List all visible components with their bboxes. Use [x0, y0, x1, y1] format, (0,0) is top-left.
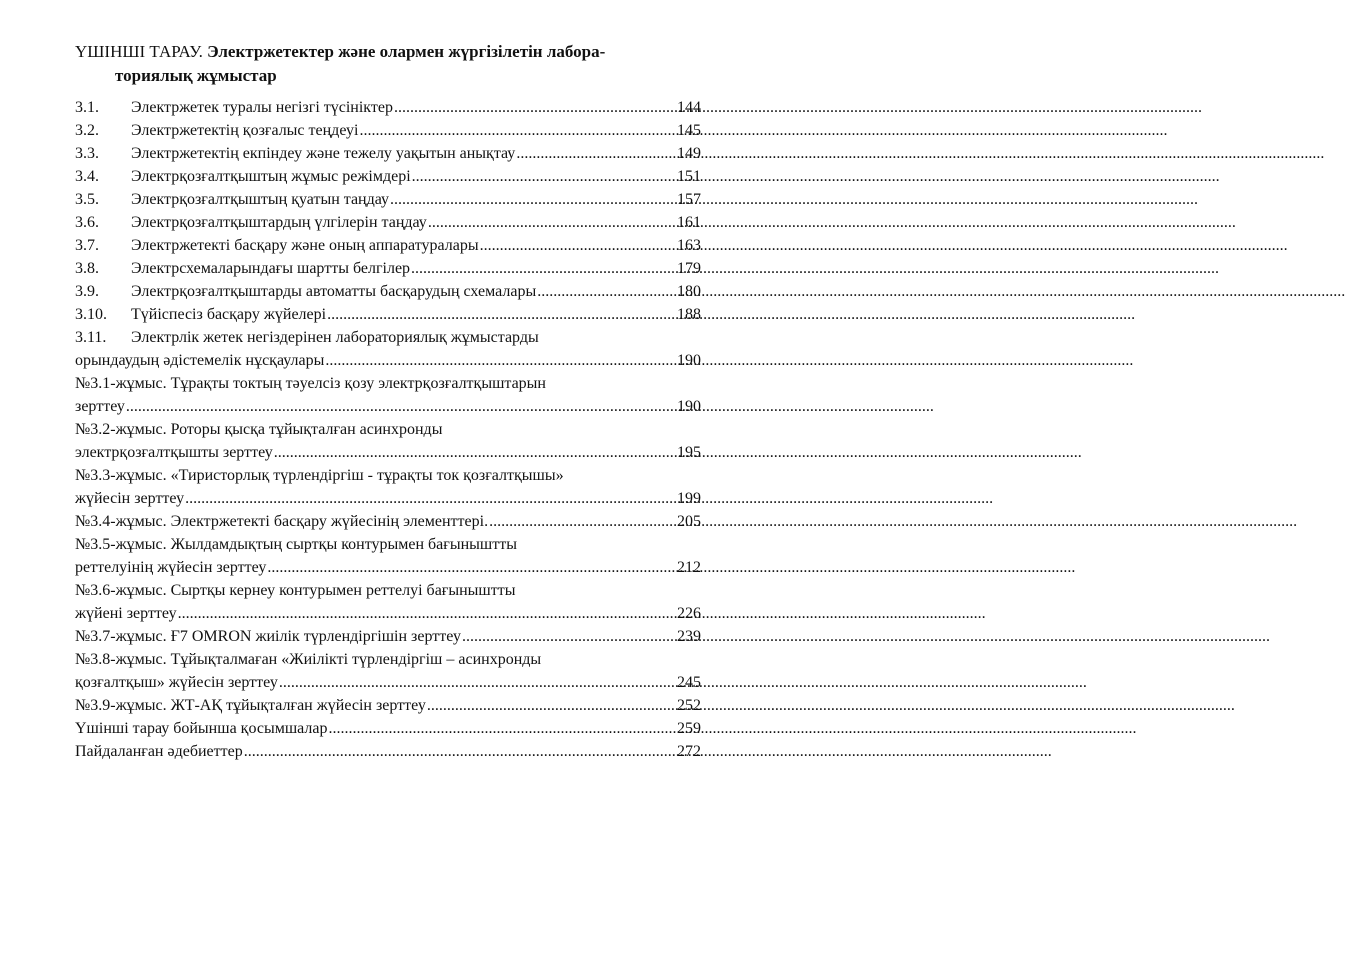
toc-page: 212 [677, 559, 701, 576]
toc-title: Электрқозғалтқыштың жұмыс режімдері [131, 168, 411, 185]
toc-page: 245 [677, 674, 701, 691]
toc-page: 188 [677, 306, 701, 323]
toc-title: №3.7-жұмыс. Ғ7 OMRON жиілік түрлендіргішін зерттеу [75, 628, 461, 645]
toc-title: №3.4-жұмыс. Электржетекті басқару жүйесінің элементтері. [75, 513, 489, 530]
toc-entry-3-4 [75, 165, 701, 188]
toc-page: 161 [677, 214, 701, 231]
dot-leader [359, 119, 676, 142]
dot-leader [244, 740, 676, 763]
dot-leader [274, 441, 676, 464]
toc-title: Электрқозғалтқыштың қуатын таңдау [131, 191, 390, 208]
dot-leader [279, 671, 676, 694]
toc-number: 3.8. [75, 260, 99, 277]
toc-title: жүйені зерттеу [75, 605, 177, 622]
dot-leader [178, 602, 676, 625]
work-3-8-line1: №3.8-жұмыс. Тұйықталмаған «Жиілікті түрлендіргіш – асинхронды [75, 651, 542, 668]
work-3-1 [75, 395, 701, 418]
dot-leader [126, 395, 676, 418]
dot-leader [327, 303, 676, 326]
toc-title: №3.9-жұмыс. ЖТ-АҚ тұйықталған жүйесін зерттеу [75, 697, 426, 714]
toc-number: 3.5. [75, 191, 99, 208]
toc-title: Электрқозғалтқыштардың үлгілерін таңдау [131, 214, 427, 231]
toc-entry-3-2 [75, 119, 701, 142]
work-3-5-line1: №3.5-жұмыс. Жылдамдықтың сыртқы контурымен бағыныштты [75, 536, 517, 553]
chapter-title-line1: Электржетектер және олармен жүргізілетін лабора- [207, 42, 606, 61]
work-3-3 [75, 487, 701, 510]
toc-entry-3-8 [75, 257, 701, 280]
toc-number: 3.11. [75, 329, 107, 346]
toc-title: Пайдаланған әдебиеттер [75, 743, 243, 760]
toc-page: 205 [677, 513, 701, 530]
toc-number: 3.9. [75, 283, 99, 300]
dot-leader [412, 165, 676, 188]
work-3-5 [75, 556, 701, 579]
dot-leader [185, 487, 676, 510]
toc-title-line2: орындаудың әдістемелік нұсқаулары [75, 352, 325, 369]
toc-page: 190 [677, 352, 701, 369]
toc-number: 3.2. [75, 122, 99, 139]
work-3-4 [75, 510, 701, 533]
dot-leader [480, 234, 676, 257]
toc-number: 3.7. [75, 237, 99, 254]
toc-entry-3-11 [75, 326, 701, 349]
toc-title: Электрқозғалтқыштарды автоматты басқарудың схемалары [131, 283, 537, 300]
dot-leader [428, 211, 676, 234]
toc-title: Электржетекті басқару және оның аппаратуралары [131, 237, 479, 254]
toc-title: Электржетектің екпіндеу және тежелу уақытын анықтау [131, 145, 516, 162]
toc-page: 149 [677, 145, 701, 162]
toc-title: Үшінші тарау бойынша қосымшалар [75, 720, 328, 737]
dot-leader [328, 717, 676, 740]
toc-title: зерттеу [75, 398, 125, 415]
toc-entry-3-1 [75, 96, 701, 119]
toc-title: қозғалтқыш» жүйесін зерттеу [75, 674, 278, 691]
toc-page: 195 [677, 444, 701, 461]
toc-page: 272 [677, 743, 701, 760]
toc-page: 145 [677, 122, 701, 139]
work-3-2 [75, 441, 701, 464]
toc-title: Электрсхемаларындағы шартты белгілер [131, 260, 411, 277]
chapter-heading [75, 40, 715, 88]
toc-page: 157 [677, 191, 701, 208]
toc-entry-3-7 [75, 234, 701, 257]
toc-page: 190 [677, 398, 701, 415]
dot-leader [390, 188, 676, 211]
toc-title: Электржетектің қозғалыс теңдеуі [131, 122, 359, 139]
toc-entry-3-6 [75, 211, 701, 234]
toc-entry-3-10 [75, 303, 701, 326]
toc-title: реттелуінің жүйесін зерттеу [75, 559, 267, 576]
work-3-9 [75, 694, 701, 717]
toc-number: 3.6. [75, 214, 99, 231]
toc-appendix [75, 717, 701, 740]
dot-leader [394, 96, 676, 119]
toc-title: электрқозғалтқышты зерттеу [75, 444, 273, 461]
toc-number: 3.4. [75, 168, 99, 185]
toc-page: 180 [677, 283, 701, 300]
toc-page: 259 [677, 720, 701, 737]
dot-leader [516, 142, 676, 165]
toc-page: 144 [677, 99, 701, 116]
toc-number: 3.10. [75, 306, 107, 323]
work-3-3-line1: №3.3-жұмыс. «Тиристорлық түрлендіргіш - тұрақты ток қозғалтқышы» [75, 467, 564, 484]
work-3-7 [75, 625, 701, 648]
dot-leader [427, 694, 676, 717]
toc-page: 179 [677, 260, 701, 277]
work-3-6 [75, 602, 701, 625]
work-3-2-line1: №3.2-жұмыс. Роторы қысқа тұйықталған асинхронды [75, 421, 443, 438]
toc-title: жүйесін зерттеу [75, 490, 185, 507]
toc-entry-3-11-cont [75, 349, 701, 372]
toc-page: 226 [677, 605, 701, 622]
chapter-prefix: ҮШІНШІ ТАРАУ. [75, 42, 203, 61]
dot-leader [267, 556, 676, 579]
chapter-title-line2: ториялық жұмыстар [115, 66, 277, 85]
toc-entry-3-9 [75, 280, 701, 303]
dot-leader [537, 280, 676, 303]
toc-entry-3-3 [75, 142, 701, 165]
toc-number: 3.3. [75, 145, 99, 162]
dot-leader [325, 349, 676, 372]
toc-page: 163 [677, 237, 701, 254]
work-3-1-line1: №3.1-жұмыс. Тұрақты токтың тәуелсіз қозу электрқозғалтқыштарын [75, 375, 546, 392]
toc-title-line1: Электрлік жетек негіздерінен лабораториялық жұмыстарды [131, 329, 539, 346]
toc-page: 199 [677, 490, 701, 507]
toc-title: Түйіспесіз басқару жүйелері [131, 306, 327, 323]
toc-references [75, 740, 701, 763]
table-of-contents [75, 96, 701, 763]
toc-page: 151 [677, 168, 701, 185]
dot-leader [489, 510, 676, 533]
dot-leader [411, 257, 676, 280]
toc-page: 239 [677, 628, 701, 645]
work-3-6-line1: №3.6-жұмыс. Сыртқы кернеу контурымен реттелуі бағыныштты [75, 582, 516, 599]
work-3-8 [75, 671, 701, 694]
toc-number: 3.1. [75, 99, 99, 116]
toc-title: Электржетек туралы негізгі түсініктер [131, 99, 393, 116]
dot-leader [462, 625, 676, 648]
toc-page: 252 [677, 697, 701, 714]
toc-entry-3-5 [75, 188, 701, 211]
